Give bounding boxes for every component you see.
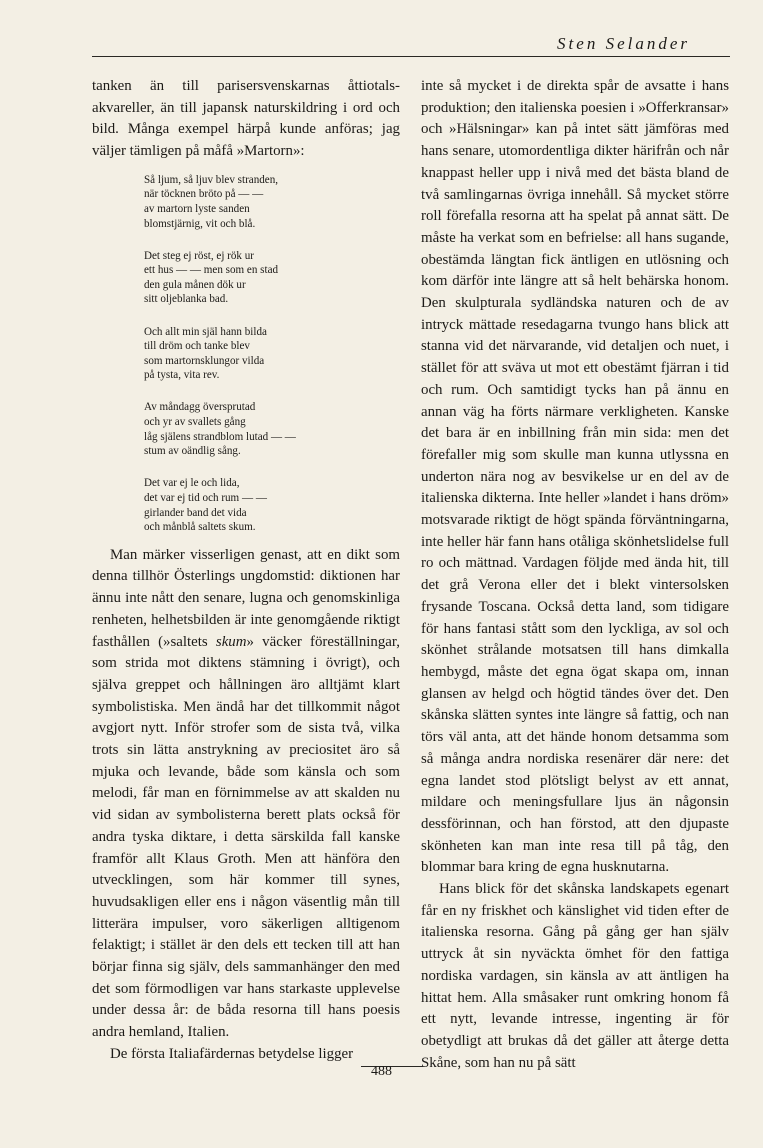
poem-martorn [144, 173, 400, 535]
left-intro-paragraph: tanken än till parisersvenskarnas åttiotals-akvareller, än till japansk naturskildring i ord och bild. Många exempel härpå kunde anföras; jag väljer tämligen på måfå »Martorn»: [92, 78, 400, 160]
poem-line: när töcknen bröto på — — [144, 188, 264, 201]
poem-line: blomstjärnig, vit och blå. [144, 217, 256, 230]
poem-line: och yr av svallets gång [144, 416, 246, 429]
poem-line: ett hus — — men som en stad [144, 264, 279, 277]
left-body-text-a: Man märker visserligen genast, att en dikt som denna tillhör Österlings ungdomstid: diktionen har ännu inte nått den senare, lugna och genomskinliga renheten, helhetsbilden är inte genomgående riktigt fasthållen (»saltets [92, 546, 400, 650]
poem-line: till dröm och tanke blev [144, 340, 250, 353]
poem-line: låg själens strandblom lutad — — [144, 430, 296, 443]
poem-line: och månblå saltets skum. [144, 521, 256, 534]
poem-line: Det steg ej röst, ej rök ur [144, 249, 254, 262]
left-column [92, 76, 400, 1066]
poem-line: Det var ej le och lida, [144, 477, 240, 490]
poem-line: stum av oändlig sång. [144, 445, 241, 458]
right-column [421, 76, 729, 1074]
poem-line: Och allt min själ hann bilda [144, 325, 267, 338]
poem-line: på tysta, vita rev. [144, 369, 220, 382]
header-title: Sten Selander [557, 34, 690, 53]
left-body-text-b: » väcker föreställningar, som strida mot diktens stämning i övrigt), och själva greppet och hållningen äro alltjämt klart symbolistiska. Men ändå har det tillkommit något avgjort nytt. Inför strofer som de sista två, vilka trots sin lätta anstrykning av preciositet äro så mjuka och levande, både som känsla och som melodi, får man en förnimmelse av att skalden nu vid sidan av symbolisterna berett plats också för andra tyska diktare, i detta särskilda fall kanske framför allt Klaus Groth. Men att hänföra den utvecklingen, som här kommer till synes, huvudsakligen eller ens i någon väsentlig mån till litterära impulser, voro säkerligen alltigenom felaktigt; i stället är den dels ett tecken till att han börjar finna sig själv, dels sammanhänger den med det som förmodligen var hans starkaste upplevelse under dessa år: de båda resorna till hans poesis andra hemland, Italien. [92, 633, 400, 1041]
poem-line: det var ej tid och rum — — [144, 491, 267, 504]
poem-line: girlander band det vida [144, 506, 247, 519]
right-continued-paragraph: inte så mycket i de direkta spår de avsatte i hans produktion; den italienska poesien i »Offerkransar» och »Hälsningar» kan på intet sätt jämföras med hans senare, utomordentliga dikter härifrån och når knappast heller upp i nivå med det bästa bland de två samlingarnas övriga innehåll. Så mycket större roll förefalla resorna att ha spelat på annat sätt. De måste ha verkat som en befrielse: all hans sugande, obestämda längtan fick äntligen en utlösning och kom därför inte längre att så helt behärska honom. Den skulpturala sydländska naturen och de av intryck mättade resedagarna tvungo hans blick att stanna vid det närvarande, vid detaljen och nuet, i stället för att sväva ut mot ett obestämt fjärran i tid och rum. Och samtidigt tycks han på ännu en annan väg ha förts närmare verkligheten. Kanske det bara är en inbillning från min sida: men det förefaller mig som skulle man kunna utlyssna en underton nära nog av besvikelse ur en del av de italienska dikterna. Inte heller »landet i hans dröm» motsvarade riktigt de högt spända förväntningarna, inte heller här fann hans otåliga skönhetslidelse full ro och mättnad. Vardagen följde med ända hit, till det grå Verona eller det i blekt vintersolsken frysande Toscana. Också detta land, som tidigare för hans fantasi stått som den lyckliga, av sol och skönhet strålande motsatsen till hans dimkalla hembygd, måste det egna ögat skapa om, innan glansen av helgd och högtid tändes över det. Den skånska slätten syntes inte längre så fattig, och nan törs väl anta, att det hände honom detsamma som så många andra nordiska resenärer där nere: det egna landet stod plötsligt belyst av ett annat, mildare och meningsfullare ljus än någonsin dessförinnan, och han förstod, att den djupaste skönheten kan man inte resa till på tåg, den blommar bara kring de egna husknutarna. [421, 78, 729, 876]
poem-stanza [144, 249, 400, 307]
poem-stanza [144, 400, 400, 458]
poem-line: Så ljum, så ljuv blev stranden, [144, 173, 279, 186]
poem-line: som martornsklungor vilda [144, 354, 265, 367]
poem-line: sitt oljeblanka bad. [144, 293, 229, 306]
emphasis-skum: skum [215, 633, 247, 650]
poem-stanza [144, 173, 400, 231]
poem-line: Av måndagg översprutad [144, 401, 256, 414]
poem-line: den gula månen dök ur [144, 278, 246, 291]
poem-line: av martorn lyste sanden [144, 203, 250, 215]
right-second-paragraph: Hans blick för det skånska landskapets egenart får en ny friskhet och känslighet vid tiden efter de italienska resorna. Gång på gång ger han själv uttryck åt sin nyväckta ömhet för den fattiga nordiska vardagen, sin känsla av att äntligen ha hittat hem. Alla småsaker runt omkring honom få ett nytt, levande intresse, ingenting är för obetydligt att brukas då det gäller att återge detta Skåne, som han nu på sätt [421, 881, 729, 1071]
left-closing-paragraph: De första Italiafärdernas betydelse ligger [110, 1045, 354, 1062]
page-number: 488 [371, 1064, 392, 1079]
running-header [92, 34, 730, 57]
poem-stanza [144, 476, 400, 534]
poem-stanza [144, 325, 400, 383]
left-body-paragraph [92, 545, 400, 1044]
